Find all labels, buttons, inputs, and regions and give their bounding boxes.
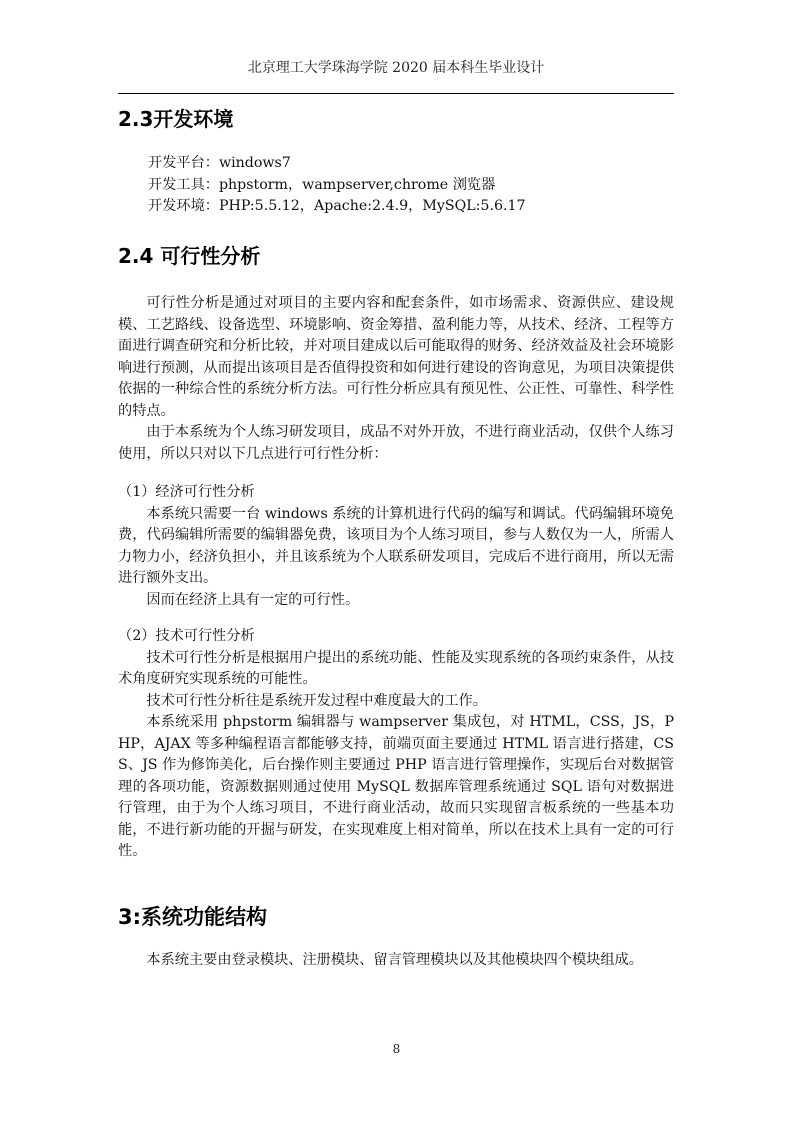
paragraph: 技术可行性分析往是系统开发过程中难度最大的工作。 (146, 692, 487, 709)
dev-env-tools: 开发工具：phpstorm，wampserver,chrome 浏览器 (148, 176, 496, 193)
structure-intro (118, 950, 674, 972)
paragraph: 本系统主要由登录模块、注册模块、留言管理模块以及其他模块四个模块组成。 (146, 952, 643, 968)
economic-feasibility (118, 482, 674, 611)
paragraph: 技术可行性分析是根据用户提出的系统功能、性能及实现系统的各项约束条件，从技术角度研究实现系统的可能性。 (118, 649, 674, 687)
paragraph: 因而在经济上具有一定的可行性。 (146, 591, 360, 608)
running-header: 北京理工大学珠海学院 2020 届本科生毕业设计 (247, 60, 545, 76)
dev-env-platform: 开发平台：windows7 (148, 155, 291, 171)
subsection-title-technical: （2）技术可行性分析 (118, 628, 255, 644)
dev-env-list (118, 153, 526, 218)
technical-feasibility (118, 626, 674, 863)
section-heading-dev-env: 2.3开发环境 (118, 107, 234, 131)
paragraph: 本系统只需要一台 windows 系统的计算机进行代码的编写和调试。代码编辑环境免费，代码编辑所需要的编辑器免费，该项目为个人练习项目，参与人数仅为一人，所需人力物力小，经济负担小，并且该系统为个人联系研发项目，完成后不进行商用，所以无需进行额外支出。 (118, 505, 674, 586)
header-rule (118, 93, 674, 94)
paragraph: 本系统采用 phpstorm 编辑器与 wampserver 集成包，对 HTML，CSS，JS，PHP，AJAX 等多种编程语言都能够支持，前端页面主要通过 HTML 语言进行搭建，CSS、JS 作为修饰美化，后台操作则主要通过 PHP 语言进行管理操作，实现后台对数据管理的各项功能，资源数据则通过使用 MySQL 数据库管理系统通过 SQL 语句对数据进行管理，由于为个人练习项目，不进行商业活动，故而只实现留言板系统的一些基本功能，不进行新功能的开掘与研发，在实现难度上相对简单，所以在技术上具有一定的可行性。 (118, 714, 674, 859)
feasibility-intro (118, 293, 674, 465)
page-number: 8 (392, 1042, 401, 1056)
dev-env-environment: 开发环境：PHP:5.5.12，Apache:2.4.9，MySQL:5.6.17 (148, 198, 526, 214)
subsection-title-economic: （1）经济可行性分析 (118, 484, 255, 500)
section-heading-structure: 3:系统功能结构 (118, 905, 268, 929)
section-heading-feasibility: 2.4 可行性分析 (118, 244, 261, 268)
paragraph: 可行性分析是通过对项目的主要内容和配套条件，如市场需求、资源供应、建设规模、工艺路线、设备选型、环境影响、资金筹措、盈利能力等，从技术、经济、工程等方面进行调查研究和分析比较，并对项目建成以后可能取得的财务、经济效益及社会环境影响进行预测，从而提出该项目是否值得投资和如何进行建设的咨询意见，为项目决策提供依据的一种综合性的系统分析方法。可行性分析应具有预见性、公正性、可靠性、科学性的特点。 (118, 295, 674, 419)
paragraph: 由于本系统为个人练习研发项目，成品不对外开放，不进行商业活动，仅供个人练习使用，所以只对以下几点进行可行性分析： (118, 424, 674, 462)
